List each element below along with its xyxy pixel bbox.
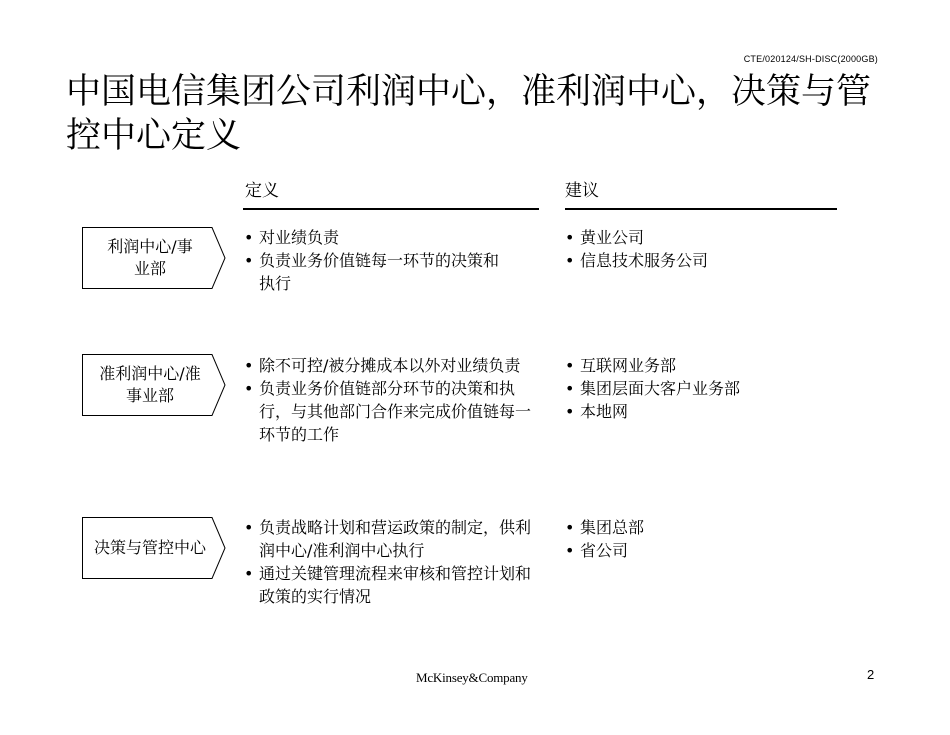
list-item: • 本地网 [565,402,629,421]
bullet-icon: • [565,379,575,398]
recommendation-list-quasi-profit-center [565,354,835,423]
bullet-icon: • [565,518,575,537]
list-item: • 负责业务价值链部分环节的决策和执行，与其他部门合作来完成价值链每一环节的工作 [244,379,532,444]
row-tag-quasi-profit-center [82,354,226,416]
tag-label: 决策与管控中心 [93,538,206,557]
column-divider-recommendation [565,208,837,210]
bullet-icon: • [565,402,575,421]
bullet-icon: • [244,356,254,375]
bullet-icon: • [244,228,254,247]
bullet-icon: • [244,251,254,270]
bullet-icon: • [565,228,575,247]
list-item: • 信息技术服务公司 [565,251,709,270]
row-tag-profit-center [82,227,226,289]
list-item: • 负责业务价值链每一环节的决策和执行 [244,251,500,293]
row-tag-decision-control-center [82,517,226,579]
list-item: • 互联网业务部 [565,356,677,375]
tag-label: 利润中心/事业部 [107,237,193,278]
recommendation-list-profit-center [565,226,835,272]
list-item: • 通过关键管理流程来审核和管控计划和政策的实行情况 [244,564,532,606]
column-header-recommendation: 建议 [565,181,599,201]
page-number: 2 [867,667,875,682]
list-item: • 除不可控/被分摊成本以外对业绩负责 [244,356,521,375]
column-divider-definition [243,208,539,210]
list-item: • 集团总部 [565,518,645,537]
list-item: • 黄业公司 [565,228,645,247]
list-item: • 对业绩负责 [244,228,340,247]
column-header-definition: 定义 [245,181,279,201]
bullet-icon: • [565,356,575,375]
definition-list-profit-center [244,226,534,295]
bullet-icon: • [244,379,254,398]
bullet-icon: • [244,564,254,583]
bullet-icon: • [565,251,575,270]
mckinsey-logo: McKinsey&Company [416,670,528,685]
slide-title: 中国电信集团公司利润中心，准利润中心，决策与管控中心定义 [66,72,872,156]
list-item: • 集团层面大客户业务部 [565,379,741,398]
list-item: • 负责战略计划和营运政策的制定，供利润中心/准利润中心执行 [244,518,532,560]
definition-list-decision-control-center [244,516,534,608]
tag-label: 准利润中心/准事业部 [99,364,201,405]
list-item: • 省公司 [565,541,629,560]
recommendation-list-decision-control-center [565,516,835,562]
bullet-icon: • [565,541,575,560]
definition-list-quasi-profit-center [244,354,534,446]
document-code: CTE/020124/SH-DISC(2000GB) [743,54,878,64]
bullet-icon: • [244,518,254,537]
